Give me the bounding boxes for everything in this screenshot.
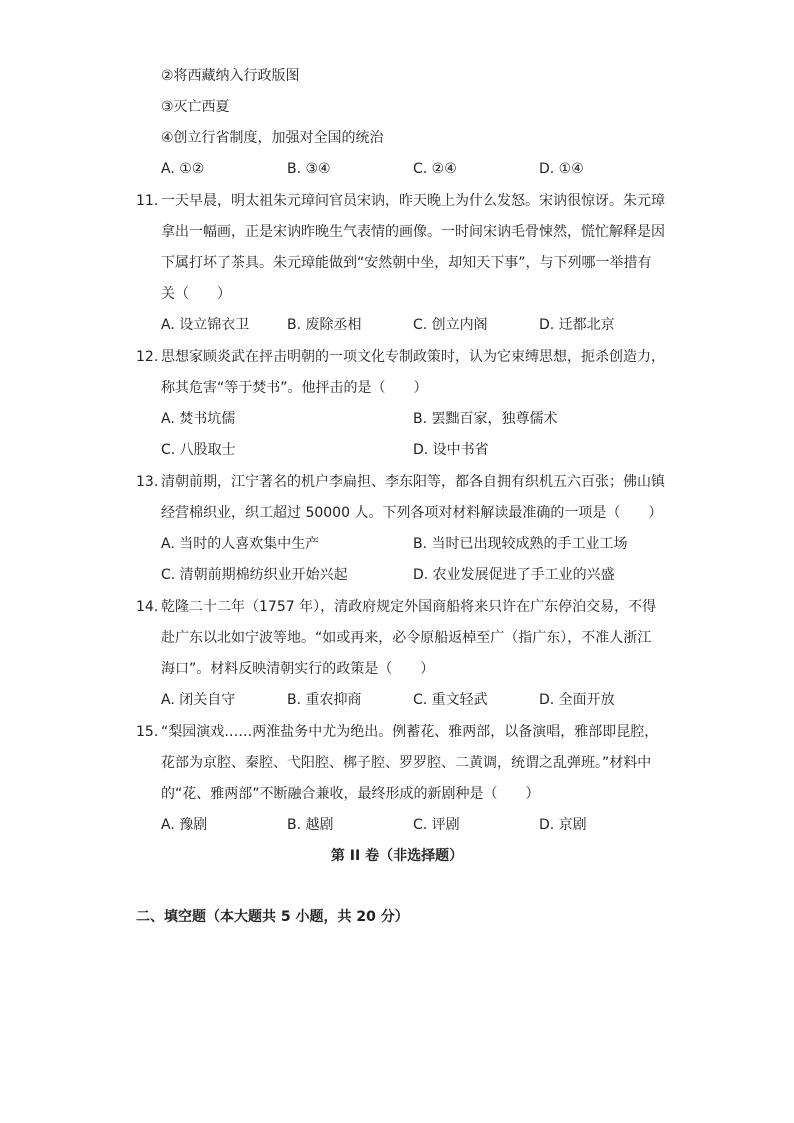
section-ii-title: 第 II 卷（非选择题）: [330, 848, 464, 864]
q13-option-d: D. 农业发展促进了手工业的兴盛: [413, 567, 615, 583]
q10-option-a: A. ①②: [161, 161, 205, 177]
q14-option-b: B. 重农抑商: [287, 692, 362, 708]
q14-option-d: D. 全面开放: [539, 692, 615, 708]
q10-option-c: C. ②④: [413, 161, 457, 177]
q11-line-1: 一天早晨，明太祖朱元璋问官员宋讷，昨天晚上为什么发怒。宋讷很惊讶。朱元璋: [161, 193, 665, 209]
q14-option-c: C. 重文轻武: [413, 692, 488, 708]
q10-option-b: B. ③④: [287, 161, 331, 177]
q15-line-3: 的“花、雅两部”不断融合兼收，最终形成的新剧种是（ ）: [161, 786, 540, 802]
q11-line-4: 关（ ）: [161, 286, 231, 302]
q11-line-3: 下属打坏了茶具。朱元璋能做到“安然朝中坐，却知天下事”，与下列哪一举措有: [161, 255, 652, 271]
q15-option-d: D. 京剧: [539, 817, 587, 833]
q14-line-3: 海口”。材料反映清朝实行的政策是（ ）: [161, 661, 435, 677]
q12-number: 12.: [136, 349, 159, 365]
q12-line-1: 思想家顾炎武在抨击明朝的一项文化专制政策时，认为它束缚思想，扼杀创造力，: [161, 349, 665, 365]
q13-option-a: A. 当时的人喜欢集中生产: [161, 536, 320, 552]
q13-line-2: 经营棉织业，织工超过 50000 人。下列各项对材料解读最准确的一项是（ ）: [161, 505, 663, 521]
q11-option-c: C. 创立内阁: [413, 317, 488, 333]
q15-line-1: “梨园演戏……两淮盐务中尤为绝出。例蓄花、雅两部，以备演唱，雅部即昆腔，: [161, 724, 659, 740]
q14-line-1: 乾隆二十二年（1757 年），清政府规定外国商船将来只许在广东停泊交易，不得: [161, 599, 657, 615]
q14-number: 14.: [136, 599, 159, 615]
q15-option-a: A. 豫剧: [161, 817, 208, 833]
q13-option-b: B. 当时已出现较成熟的手工业工场: [413, 536, 628, 552]
q12-option-b: B. 罢黜百家，独尊儒术: [413, 411, 558, 427]
q15-option-c: C. 评剧: [413, 817, 460, 833]
q15-option-b: B. 越剧: [287, 817, 334, 833]
q11-option-d: D. 迁都北京: [539, 317, 615, 333]
q12-option-c: C. 八股取士: [161, 442, 236, 458]
q13-line-1: 清朝前期，江宁著名的机户李扁担、李东阳等，都各自拥有织机五六百张；佛山镇: [161, 474, 665, 490]
q11-option-a: A. 设立锦衣卫: [161, 317, 250, 333]
q11-number: 11.: [136, 193, 159, 209]
q12-option-a: A. 焚书坑儒: [161, 411, 236, 427]
q15-line-2: 花部为京腔、秦腔、弋阳腔、梆子腔、罗罗腔、二黄调，统谓之乱弹班。”材料中: [161, 755, 652, 771]
q13-option-c: C. 清朝前期棉纺织业开始兴起: [161, 567, 348, 583]
q10-item-4: ④创立行省制度，加强对全国的统治: [161, 130, 384, 146]
q14-option-a: A. 闭关自守: [161, 692, 236, 708]
part-two-heading: 二、填空题（本大题共 5 小题，共 20 分）: [136, 909, 409, 925]
q11-option-b: B. 废除丞相: [287, 317, 362, 333]
q15-number: 15.: [136, 724, 159, 740]
q10-option-d: D. ①④: [539, 161, 584, 177]
q14-line-2: 赴广东以北如宁波等地。“如或再来，必令原船返棹至广（指广东），不准人浙江: [161, 630, 652, 646]
q10-item-2: ②将西藏纳入行政版图: [161, 68, 300, 84]
q12-option-d: D. 设中书省: [413, 442, 489, 458]
q11-line-2: 拿出一幅画，正是宋讷昨晚生气表情的画像。一时间宋讷毛骨悚然，慌忙解释是因: [161, 224, 665, 240]
q13-number: 13.: [136, 474, 159, 490]
q10-item-3: ③灭亡西夏: [161, 99, 230, 115]
q12-line-2: 称其危害“等于焚书”。他抨击的是（ ）: [161, 380, 428, 396]
